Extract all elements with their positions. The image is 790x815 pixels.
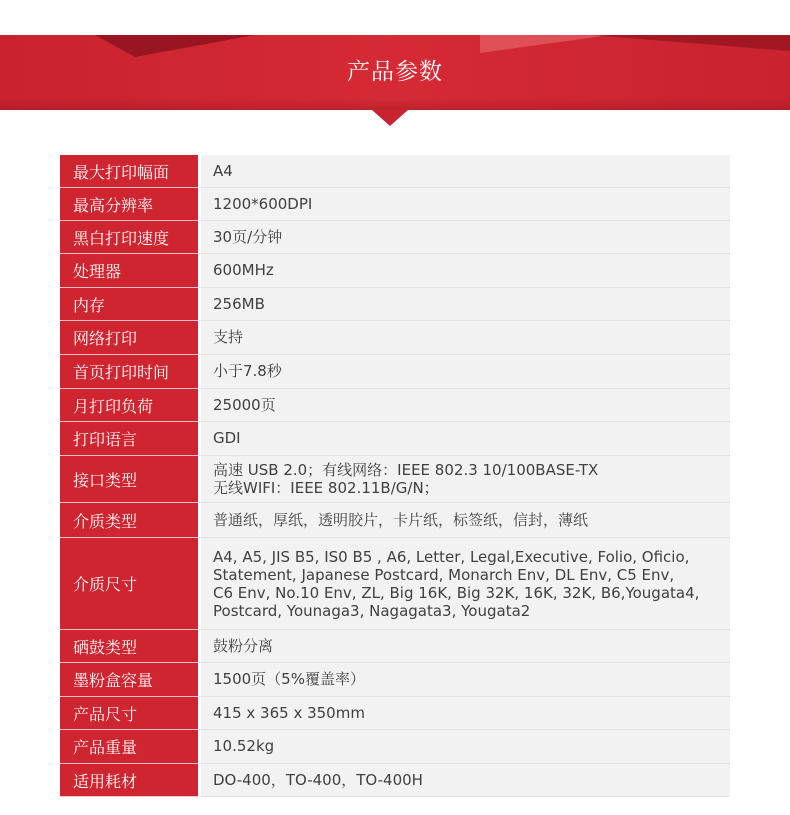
spec-value: 30页/分钟 (198, 221, 730, 254)
spec-row-interface (60, 456, 730, 503)
spec-label: 打印语言 (60, 422, 198, 456)
spec-value: 鼓粉分离 (198, 630, 730, 663)
page-title: 产品参数 (347, 59, 443, 85)
spec-value: 600MHz (198, 254, 730, 288)
spec-label: 介质尺寸 (60, 538, 198, 630)
spec-value: 1200*600DPI (198, 188, 730, 221)
spec-label: 产品重量 (60, 730, 198, 764)
spec-table (60, 155, 730, 797)
spec-label: 硒鼓类型 (60, 630, 198, 663)
spec-row-consumables (60, 764, 730, 797)
spec-value: GDI (198, 422, 730, 456)
spec-label: 介质类型 (60, 503, 198, 538)
spec-value: A4 (198, 155, 730, 188)
spec-label: 产品尺寸 (60, 697, 198, 730)
spec-row-monthly-duty (60, 389, 730, 422)
spec-label: 内存 (60, 288, 198, 321)
spec-label: 网络打印 (60, 321, 198, 355)
spec-value: 25000页 (198, 389, 730, 422)
spec-value: 10.52kg (198, 730, 730, 764)
spec-label: 适用耗材 (60, 764, 198, 797)
spec-value: 小于7.8秒 (198, 355, 730, 389)
spec-value: 415 x 365 x 350mm (198, 697, 730, 730)
spec-row-processor (60, 254, 730, 288)
spec-row-media-type (60, 503, 730, 538)
spec-value: 普通纸，厚纸，透明胶片，卡片纸，标签纸，信封，薄纸 (198, 503, 730, 538)
spec-row-network-print (60, 321, 730, 355)
spec-value: 高速 USB 2.0；有线网络：IEEE 802.3 10/100BASE-TX 无线WIFI：IEEE 802.11B/G/N； (198, 456, 730, 503)
spec-row-dimensions (60, 697, 730, 730)
banner-shadow (0, 98, 790, 110)
spec-label: 处理器 (60, 254, 198, 288)
header-banner (0, 35, 790, 110)
spec-row-first-page-time (60, 355, 730, 389)
spec-row-weight (60, 730, 730, 764)
banner-decoration (590, 35, 790, 51)
spec-row-media-size (60, 538, 730, 630)
spec-label: 黑白打印速度 (60, 221, 198, 254)
spec-label: 最大打印幅面 (60, 155, 198, 188)
spec-value: 256MB (198, 288, 730, 321)
spec-value: 1500页（5%覆盖率） (198, 663, 730, 697)
spec-value: DO-400，TO-400，TO-400H (198, 764, 730, 797)
spec-row-max-print-size (60, 155, 730, 188)
banner-decoration (95, 35, 255, 57)
spec-label: 月打印负荷 (60, 389, 198, 422)
spec-label: 接口类型 (60, 456, 198, 503)
spec-row-memory (60, 288, 730, 321)
spec-row-drum-type (60, 630, 730, 663)
spec-row-print-speed (60, 221, 730, 254)
banner-arrow-down-icon (372, 110, 408, 126)
spec-label: 首页打印时间 (60, 355, 198, 389)
spec-row-print-language (60, 422, 730, 456)
spec-row-toner-capacity (60, 663, 730, 697)
spec-row-resolution (60, 188, 730, 221)
spec-value: 支持 (198, 321, 730, 355)
spec-label: 墨粉盒容量 (60, 663, 198, 697)
spec-label: 最高分辨率 (60, 188, 198, 221)
spec-value: A4, A5, JIS B5, IS0 B5 , A6, Letter, Legal,Executive, Folio, Oficio, Statement, Japanese Postcard, Monarch Env, DL Env, C5 Env, C6 Env, No.10 Env, ZL, Big 16K, Big 32K, 16K, 32K, B6,Yougata4, Postcard, Younaga3, Nagagata3, Yougata2 (198, 538, 730, 630)
